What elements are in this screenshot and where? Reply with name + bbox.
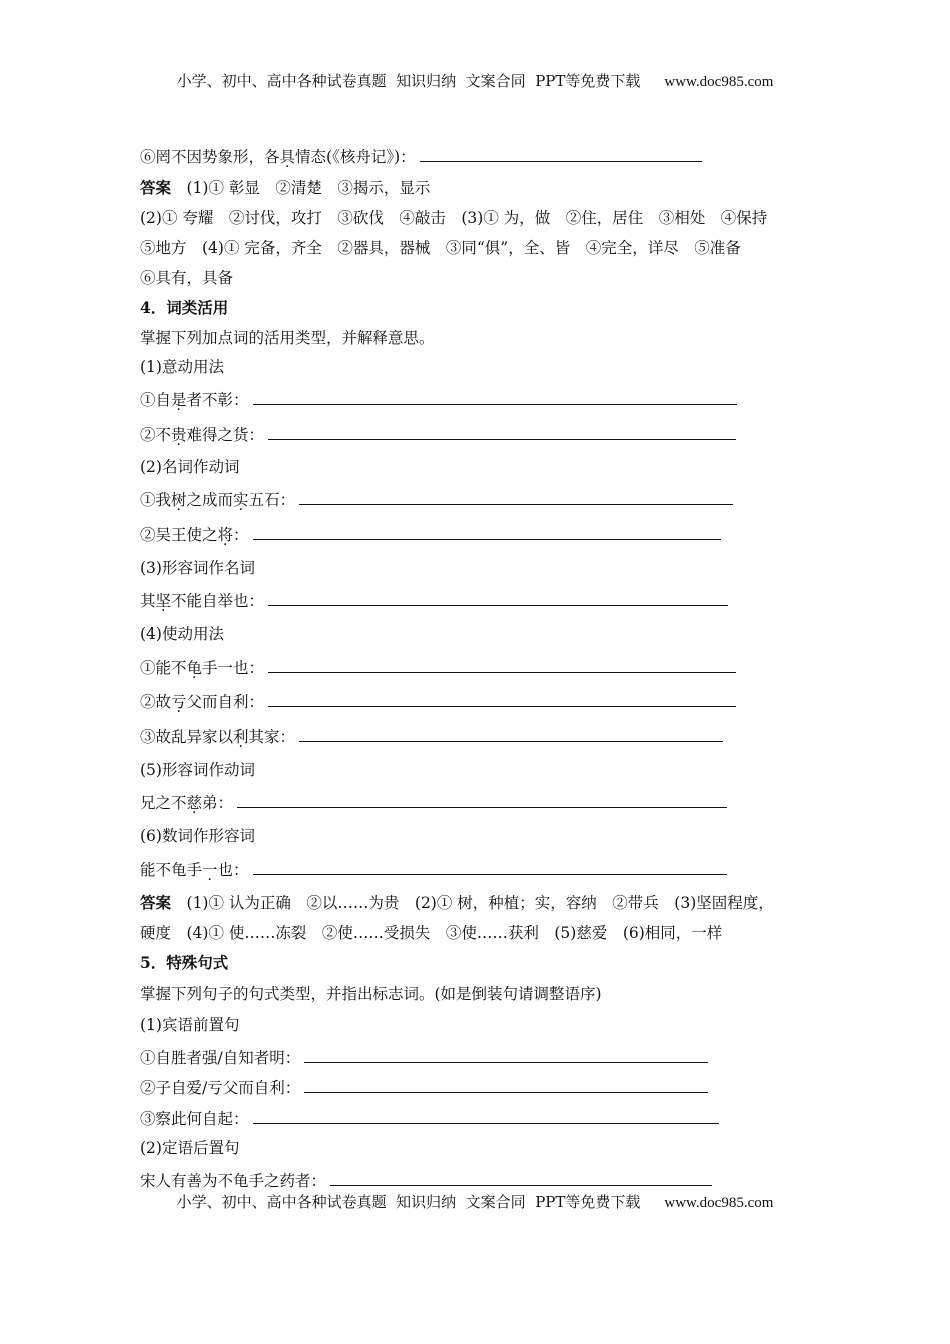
dotted-word: 龟 [186,659,203,677]
answer-blank[interactable] [268,656,736,673]
section-instruction: 掌握下列句子的句式类型，并指出标志词。(如是倒装句请调整语序) [140,985,602,1003]
answer-line: (2)① 夸耀 ②讨伐，攻打 ③砍伐 ④敲击 (3)① 为，做 ②住，居住 ③相处 ④保持 [140,209,768,227]
footer-text: 小学、初中、高中各种试卷真题 知识归纳 文案合同 PPT等免费下载 [176,1193,641,1211]
answer-text: (1)① 认为正确 ②以……为贵 (2)① 树，种植；实，容纳 ②带兵 (3)坚固程度， [186,894,774,912]
exercise-item: ②子自爱/亏父而自利： [140,1076,708,1098]
answer-blank[interactable] [299,488,733,505]
exercise-item: ②吴王使之将： [140,523,721,545]
dotted-word: 具 [279,148,296,166]
exercise-item: ②不贵难得之货： [140,423,736,445]
answer-blank[interactable] [268,690,736,707]
answer-blank[interactable] [237,791,727,808]
answer-line: ⑥具有，具备 [140,269,234,287]
exercise-item: ③故乱异家以利其家： [140,725,723,747]
answer-blank[interactable] [253,388,737,405]
answer-blank[interactable] [420,145,702,162]
answer-blank[interactable] [253,1107,719,1124]
exercise-item: ①自是者不彰： [140,388,737,410]
answer-blank[interactable] [253,523,721,540]
group-heading: (1)宾语前置句 [140,1016,240,1034]
exercise-item: ③察此何自起： [140,1107,719,1129]
dotted-word: 是 [171,391,187,409]
dotted-word: 慈 [186,794,203,812]
answer-line [140,178,430,198]
group-heading: (6)数词作形容词 [140,827,255,845]
footer-site-link[interactable]: www.doc985.com [664,1195,774,1211]
exercise-item: ①我树之成而实五石： [140,488,733,510]
dotted-word: 实 [233,491,249,509]
header-text: 小学、初中、高中各种试卷真题 知识归纳 文案合同 PPT等免费下载 [176,72,641,90]
exercise-item: ②故亏父而自利： [140,690,736,712]
dotted-word: 一 [202,861,218,879]
item-text: 情态(《核舟记》)： [295,148,416,166]
answer-label: 答案 [140,178,172,197]
dotted-word: 利 [233,728,249,746]
answer-line [140,893,774,913]
section-title: 5．特殊句式 [140,953,229,972]
exercise-item: 兄之不慈弟： [140,791,727,813]
exercise-item: ①能不龟手一也： [140,656,736,678]
group-heading: (2)定语后置句 [140,1139,240,1157]
group-heading: (3)形容词作名词 [140,559,255,577]
page-footer [0,1191,950,1212]
group-heading: (4)使动用法 [140,625,224,643]
answer-label: 答案 [140,893,172,912]
dotted-word: 树 [171,491,187,509]
exercise-item: ①自胜者强/自知者明： [140,1046,708,1068]
section-instruction: 掌握下列加点词的活用类型，并解释意思。 [140,329,435,347]
dotted-word: 贵 [171,426,187,444]
exercise-item: 其坚不能自举也： [140,589,728,611]
page-header [0,70,950,91]
group-heading: (1)意动用法 [140,358,224,376]
dotted-word: 亏 [171,693,187,711]
item-text: ⑥罔不因势象形，各 [140,148,280,166]
section-title: 4．词类活用 [140,298,229,317]
exercise-item: 能不龟手一也： [140,858,727,880]
answer-blank[interactable] [253,858,727,875]
group-heading: (5)形容词作动词 [140,761,255,779]
answer-line: ⑤地方 (4)① 完备，齐全 ②器具，器械 ③同“俱”，全、皆 ④完全，详尽 ⑤准备 [140,239,741,257]
answer-blank[interactable] [304,1046,708,1063]
answer-text: (1)① 彰显 ②清楚 ③揭示，显示 [186,179,431,197]
answer-line: 硬度 (4)① 使……冻裂 ②使……受损失 ③使……获利 (5)慈爱 (6)相同，一样 [140,924,723,942]
answer-blank[interactable] [299,725,723,742]
answer-blank[interactable] [268,423,736,440]
answer-blank[interactable] [268,589,728,606]
exercise-item: 宋人有善为不龟手之药者： [140,1169,712,1191]
vocab-item [140,145,702,167]
dotted-word: 将 [217,526,234,544]
dotted-word: 坚 [155,592,172,610]
answer-blank[interactable] [330,1169,712,1186]
header-site-link[interactable]: www.doc985.com [664,74,774,90]
group-heading: (2)名词作动词 [140,458,240,476]
answer-blank[interactable] [304,1076,708,1093]
